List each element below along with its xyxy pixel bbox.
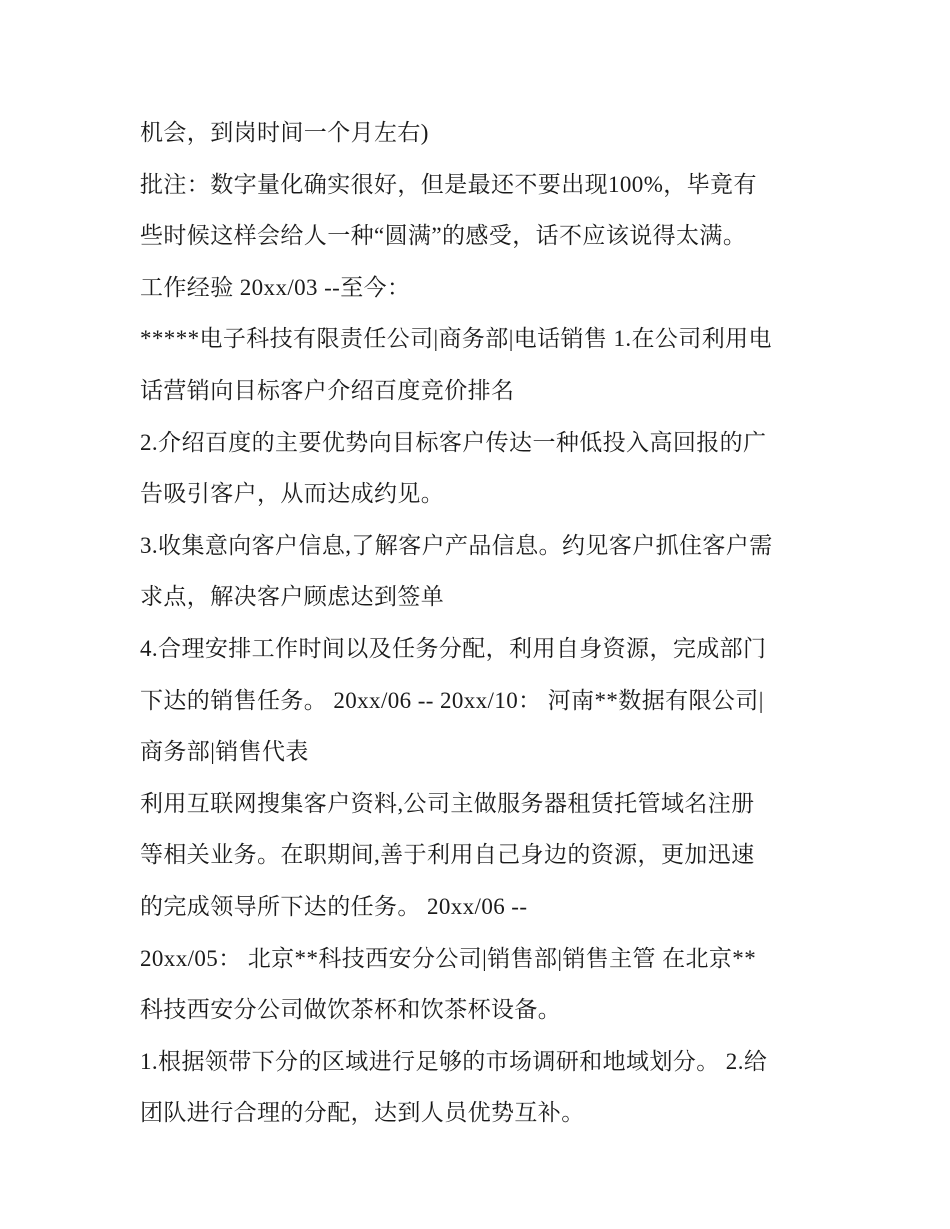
text-line: 商务部|销售代表	[140, 739, 309, 765]
text-line: 科技西安分公司做饮茶杯和饮茶杯设备。	[140, 997, 562, 1023]
text-line: 1.根据领带下分的区域进行足够的市场调研和地域划分。 2.给	[140, 1048, 768, 1074]
text-line: *****电子科技有限责任公司|商务部|电话销售 1.在公司利用电	[140, 326, 772, 352]
text-line: 20xx/05： 北京**科技西安分公司|销售部|销售主管 在北京**	[140, 945, 757, 971]
text-line: 下达的销售任务。 20xx/06 -- 20xx/10： 河南**数据有限公司|	[140, 687, 764, 713]
text-line: 2.介绍百度的主要优势向目标客户传达一种低投入高回报的广	[140, 429, 767, 455]
text-line: 团队进行合理的分配，达到人员优势互补。	[140, 1100, 585, 1126]
text-line: 等相关业务。在职期间,善于利用自己身边的资源，更加迅速	[140, 842, 755, 868]
text-line: 些时候这样会给人一种“圆满”的感受，话不应该说得太满。	[140, 223, 747, 249]
document-body	[140, 107, 820, 1139]
text-line: 告吸引客户，从而达成约见。	[140, 481, 445, 507]
text-line: 4.合理安排工作时间以及任务分配，利用自身资源，完成部门	[140, 635, 767, 661]
text-line: 话营销向目标客户介绍百度竞价排名	[140, 377, 515, 403]
text-line: 利用互联网搜集客户资料,公司主做服务器租赁托管域名注册	[140, 790, 755, 816]
text-line: 机会，到岗时间一个月左右)	[140, 120, 429, 145]
text-line: 工作经验 20xx/03 --至今：	[140, 274, 411, 300]
text-line: 的完成领导所下达的任务。 20xx/06 --	[140, 893, 528, 919]
text-line: 3.收集意向客户信息,了解客户产品信息。约见客户抓住客户需	[140, 532, 773, 558]
text-line: 求点，解决客户顾虑达到签单	[140, 584, 445, 610]
text-line: 批注：数字量化确实很好，但是最还不要出现100%，毕竟有	[140, 171, 757, 197]
